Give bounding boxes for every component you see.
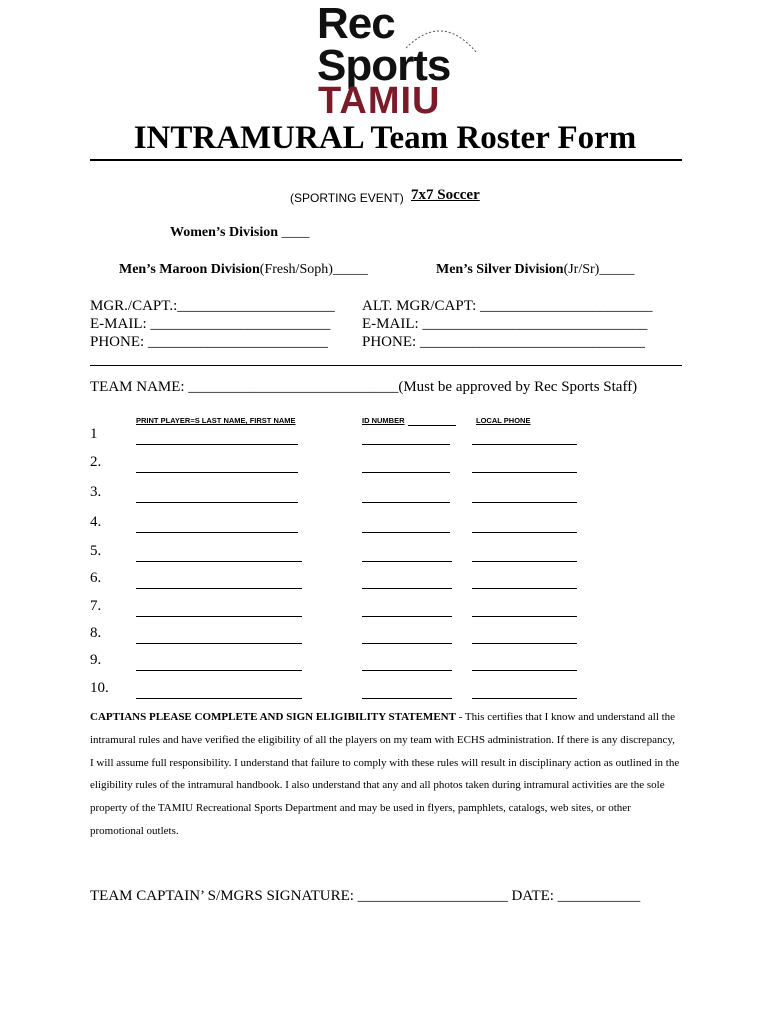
signature-line[interactable] [90, 888, 640, 905]
logo-arc-icon [402, 18, 482, 74]
roster-row-number: 4. [90, 514, 102, 530]
womens-division[interactable] [170, 225, 310, 241]
id-number-line[interactable] [362, 616, 452, 617]
date-label: DATE: ___________ [511, 888, 641, 904]
phone-field[interactable]: PHONE: ________________________ [90, 334, 328, 350]
mens-maroon-division-suffix: (Fresh/Soph)_____ [259, 262, 368, 277]
team-name-note: (Must be approved by Rec Sports Staff) [398, 379, 638, 395]
player-name-line[interactable] [136, 532, 298, 533]
mens-maroon-division[interactable] [119, 262, 368, 278]
player-name-line[interactable] [136, 588, 302, 589]
player-name-line[interactable] [136, 670, 302, 671]
roster-row-number: 3. [90, 484, 102, 500]
womens-division-label: Women’s Division [170, 225, 278, 240]
player-name-line[interactable] [136, 561, 302, 562]
email-field[interactable]: E-MAIL: ________________________ [90, 316, 331, 332]
roster-row-number: 5. [90, 543, 102, 559]
womens-division-blank: ____ [281, 225, 310, 240]
local-phone-line[interactable] [472, 561, 577, 562]
local-phone-line[interactable] [472, 502, 577, 503]
event-value: 7x7 Soccer [411, 187, 480, 203]
roster-row-number: 6. [90, 570, 102, 586]
mens-silver-division-label: Men’s Silver Division [436, 262, 564, 277]
mgr-capt-field[interactable]: MGR./CAPT.:_____________________ [90, 298, 335, 314]
eligibility-lead: CAPTIANS PLEASE COMPLETE AND SIGN ELIGIBILITY STATEMENT [90, 711, 456, 723]
local-phone-line[interactable] [472, 643, 577, 644]
roster-row-number: 8. [90, 625, 102, 641]
player-name-line[interactable] [136, 472, 298, 473]
id-number-line[interactable] [362, 532, 450, 533]
player-name-line[interactable] [136, 643, 302, 644]
roster-row-number: 1 [90, 426, 98, 442]
team-name-label: TEAM NAME: ____________________________ [90, 379, 399, 395]
roster-row-number: 7. [90, 598, 102, 614]
logo-tamiu-text: TAMIU [318, 80, 441, 122]
eligibility-body: - This certifies that I know and understand all the intramural rules and have verified the eligibility of all the players on my team with ECHS administration. If there is any discrepancy, I will assume full responsibility. I understand that failure to comply with these rules will result in disciplinary action as outlined in the eligibility rules of the intramural handbook. I also understand that any and all photos taken during intramural activities are the sole property of the TAMIU Recreational Sports Department and may be used in flyers, pamphlets, catalogs, web sites, or other promotional outlets. [90, 711, 680, 837]
id-number-line[interactable] [362, 472, 450, 473]
id-number-line[interactable] [362, 670, 452, 671]
player-name-line[interactable] [136, 698, 302, 699]
local-phone-line[interactable] [472, 616, 577, 617]
id-number-line[interactable] [362, 561, 452, 562]
section-divider [90, 365, 682, 366]
header-local-phone: LOCAL PHONE [476, 416, 531, 425]
header-player-name: PRINT PLAYER=S LAST NAME, FIRST NAME [136, 416, 296, 425]
signature-label: TEAM CAPTAIN’ S/MGRS SIGNATURE: ____________________ [90, 888, 508, 904]
logo-rec-text: Rec [317, 0, 395, 48]
id-number-line[interactable] [362, 643, 452, 644]
team-name-field[interactable] [90, 379, 637, 396]
local-phone-line[interactable] [472, 670, 577, 671]
local-phone-line[interactable] [472, 444, 577, 445]
logo-sports-text: Sports [317, 41, 451, 90]
id-number-line[interactable] [362, 588, 452, 589]
player-name-line[interactable] [136, 502, 298, 503]
mens-silver-division[interactable] [436, 262, 634, 278]
alt-phone-field[interactable]: PHONE: ______________________________ [362, 334, 645, 350]
local-phone-line[interactable] [472, 588, 577, 589]
mens-maroon-division-label: Men’s Maroon Division [119, 262, 260, 277]
id-number-line[interactable] [362, 502, 450, 503]
roster-row-number: 9. [90, 652, 102, 668]
alt-email-field[interactable]: E-MAIL: ______________________________ [362, 316, 648, 332]
roster-row-number: 2. [90, 454, 102, 470]
local-phone-line[interactable] [472, 532, 577, 533]
mens-silver-division-suffix: (Jr/Sr)_____ [563, 262, 635, 277]
player-name-line[interactable] [136, 616, 302, 617]
local-phone-line[interactable] [472, 472, 577, 473]
id-number-line[interactable] [362, 444, 450, 445]
alt-mgr-capt-field[interactable]: ALT. MGR/CAPT: _______________________ [362, 298, 653, 314]
title-divider [90, 159, 682, 161]
event-label: (SPORTING EVENT) [290, 191, 404, 205]
roster-row-number: 10. [90, 680, 109, 696]
eligibility-statement [90, 706, 680, 843]
header-id-number: ID NUMBER [362, 416, 405, 425]
header-id-underline [408, 425, 456, 426]
local-phone-line[interactable] [472, 698, 577, 699]
id-number-line[interactable] [362, 698, 452, 699]
page-title: INTRAMURAL Team Roster Form [133, 120, 637, 156]
player-name-line[interactable] [136, 444, 298, 445]
